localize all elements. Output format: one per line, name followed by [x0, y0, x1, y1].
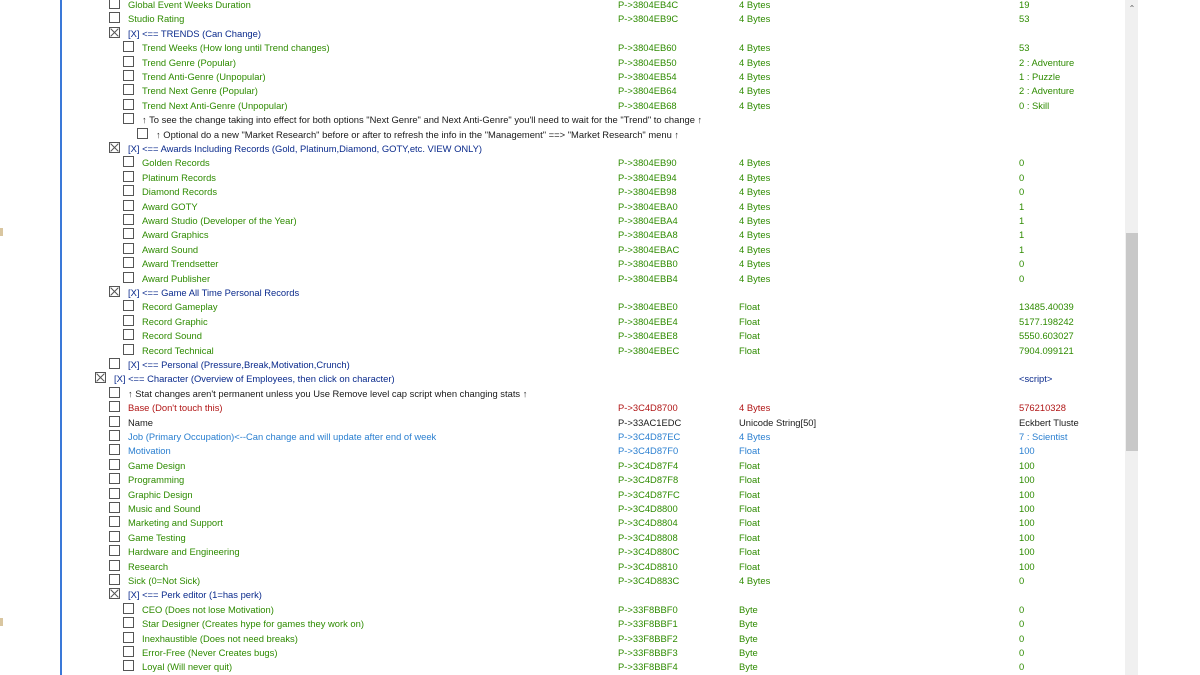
- row-address: P->3804EBE8: [618, 330, 678, 342]
- table-row[interactable]: [62, 632, 1124, 646]
- row-type: Byte: [739, 632, 758, 644]
- row-description: Trend Weeks (How long until Trend changes): [142, 42, 330, 54]
- row-type: 4 Bytes: [739, 71, 771, 82]
- row-address: P->3C4D8700: [618, 402, 678, 414]
- row-description: CEO (Does not lose Motivation): [142, 603, 274, 615]
- table-row[interactable]: [62, 344, 1124, 358]
- row-value[interactable]: 19: [1019, 0, 1030, 10]
- row-value[interactable]: 100: [1019, 474, 1035, 486]
- row-description: Game Design: [128, 459, 186, 471]
- row-type: Float: [739, 445, 760, 457]
- row-description: [X] <== Game All Time Personal Records: [128, 287, 300, 298]
- active-checkbox[interactable]: [109, 502, 120, 513]
- active-checkbox[interactable]: [123, 632, 134, 643]
- row-description: ↑ Stat changes aren't permanent unless you Use Remove level cap script when changing stats ↑: [128, 387, 528, 399]
- table-row[interactable]: [62, 516, 1124, 530]
- row-type: 4 Bytes: [739, 42, 771, 54]
- row-address: P->3804EBB0: [618, 258, 678, 270]
- row-type: Float: [739, 474, 760, 486]
- row-value[interactable]: 100: [1019, 546, 1035, 558]
- active-checkbox[interactable]: [123, 214, 134, 225]
- row-description: Motivation: [128, 445, 171, 457]
- active-checkbox[interactable]: [109, 286, 120, 297]
- table-row[interactable]: [62, 560, 1124, 574]
- row-description: Platinum Records: [142, 171, 216, 183]
- active-checkbox[interactable]: [123, 603, 134, 614]
- row-description: Record Sound: [142, 330, 202, 342]
- row-type: 4 Bytes: [739, 171, 771, 183]
- cheat-table: [62, 0, 1124, 675]
- row-value[interactable]: 7904.099121: [1019, 344, 1074, 356]
- row-address: P->3804EBA4: [618, 215, 678, 226]
- row-description: Marketing and Support: [128, 517, 223, 529]
- active-checkbox[interactable]: [123, 185, 134, 196]
- active-checkbox[interactable]: [109, 560, 120, 571]
- table-row[interactable]: [62, 588, 1124, 602]
- active-checkbox[interactable]: [109, 0, 120, 9]
- row-value[interactable]: 0: [1019, 575, 1025, 586]
- row-description: Award GOTY: [142, 200, 198, 212]
- active-checkbox[interactable]: [109, 12, 120, 23]
- row-address: P->33F8BBF0: [618, 603, 678, 615]
- row-address: P->3804EBE0: [618, 301, 678, 313]
- table-row[interactable]: [62, 574, 1124, 588]
- row-value[interactable]: <script>: [1019, 373, 1053, 385]
- row-description: Trend Anti-Genre (Unpopular): [142, 71, 266, 82]
- row-description: [X] <== Awards Including Records (Gold, Platinum,Diamond, GOTY,etc. VIEW ONLY): [128, 143, 483, 154]
- active-checkbox[interactable]: [109, 459, 120, 470]
- row-type: 4 Bytes: [739, 229, 771, 241]
- row-value[interactable]: 576210328: [1019, 402, 1066, 414]
- table-row[interactable]: [62, 617, 1124, 631]
- table-row[interactable]: [62, 459, 1124, 473]
- row-description: [X] <== Character (Overview of Employees, then click on character): [114, 373, 395, 385]
- row-address: P->33F8BBF1: [618, 618, 678, 630]
- row-type: 4 Bytes: [739, 575, 771, 586]
- table-row[interactable]: [62, 12, 1124, 26]
- table-row[interactable]: [62, 545, 1124, 559]
- row-value[interactable]: 100: [1019, 488, 1035, 500]
- row-address: P->3C4D883C: [618, 575, 680, 586]
- active-checkbox[interactable]: [123, 84, 134, 95]
- row-value[interactable]: 0: [1019, 603, 1025, 615]
- table-row[interactable]: [62, 603, 1124, 617]
- row-value[interactable]: 100: [1019, 531, 1035, 543]
- row-value[interactable]: 0: [1019, 647, 1025, 658]
- row-type: 4 Bytes: [739, 186, 771, 198]
- table-row[interactable]: [62, 372, 1124, 386]
- row-value[interactable]: 0: [1019, 272, 1025, 284]
- table-row[interactable]: [62, 243, 1124, 257]
- row-description: Research: [128, 560, 169, 572]
- row-address: P->33F8BBF4: [618, 661, 678, 673]
- row-description: Trend Next Genre (Popular): [142, 85, 258, 97]
- row-value[interactable]: 100: [1019, 560, 1035, 572]
- table-row[interactable]: [62, 0, 1124, 12]
- active-checkbox[interactable]: [109, 574, 120, 585]
- row-address: P->3804EBA0: [618, 200, 678, 212]
- row-value[interactable]: 13485.40039: [1019, 301, 1074, 313]
- row-type: 4 Bytes: [739, 402, 771, 414]
- row-value[interactable]: 1 : Puzzle: [1019, 71, 1061, 82]
- row-description: Loyal (Will never quit): [142, 661, 233, 673]
- row-type: 4 Bytes: [739, 243, 771, 255]
- active-checkbox[interactable]: [123, 300, 134, 311]
- row-value[interactable]: 5550.603027: [1019, 330, 1074, 342]
- table-row[interactable]: [62, 531, 1124, 545]
- row-address: P->3804EBE4: [618, 315, 678, 327]
- row-description: Award Publisher: [142, 272, 211, 284]
- active-checkbox[interactable]: [109, 588, 120, 599]
- row-value[interactable]: 0: [1019, 171, 1025, 183]
- row-type: 4 Bytes: [739, 200, 771, 212]
- active-checkbox[interactable]: [109, 516, 120, 527]
- table-row[interactable]: [62, 41, 1124, 55]
- row-type: Unicode String[50]: [739, 416, 817, 428]
- row-address: P->3804EB90: [618, 157, 677, 169]
- table-row[interactable]: [62, 113, 1124, 127]
- row-type: 4 Bytes: [739, 258, 771, 270]
- row-description: Programming: [128, 474, 185, 486]
- table-row[interactable]: [62, 444, 1124, 458]
- row-address: P->3C4D87EC: [618, 431, 681, 442]
- active-checkbox[interactable]: [123, 344, 134, 355]
- active-checkbox[interactable]: [123, 171, 134, 182]
- row-description: ↑ Optional do a new "Market Research" before or after to refresh the info in the "Management" ==> "Market Research" menu ↑: [156, 128, 680, 140]
- table-row[interactable]: [62, 257, 1124, 271]
- row-value[interactable]: 2 : Adventure: [1019, 85, 1075, 97]
- row-description: Game Testing: [128, 531, 186, 543]
- table-row[interactable]: [62, 300, 1124, 314]
- row-description: Error-Free (Never Creates bugs): [142, 647, 278, 658]
- row-description: Trend Next Anti-Genre (Unpopular): [142, 99, 288, 111]
- table-row[interactable]: [62, 27, 1124, 41]
- row-type: 4 Bytes: [739, 431, 771, 442]
- row-type: Float: [739, 459, 760, 471]
- table-row[interactable]: [62, 200, 1124, 214]
- table-row[interactable]: [62, 142, 1124, 156]
- edge-mark: [0, 228, 3, 236]
- active-checkbox[interactable]: [123, 646, 134, 657]
- row-value[interactable]: 100: [1019, 459, 1035, 471]
- active-checkbox[interactable]: [123, 99, 134, 110]
- row-address: P->3C4D87F0: [618, 445, 679, 457]
- row-description: Music and Sound: [128, 503, 201, 514]
- row-description: ↑ To see the change taking into effect for both options "Next Genre" and Next Anti-Genre" you'll need to wait for the "Trend" to change ↑: [142, 114, 703, 126]
- active-checkbox[interactable]: [123, 228, 134, 239]
- table-row[interactable]: [62, 329, 1124, 343]
- row-value[interactable]: 100: [1019, 503, 1035, 514]
- row-description: Graphic Design: [128, 488, 193, 500]
- row-type: Float: [739, 488, 760, 500]
- active-checkbox[interactable]: [123, 329, 134, 340]
- row-value[interactable]: 0: [1019, 632, 1025, 644]
- active-checkbox[interactable]: [109, 27, 120, 38]
- row-description: Award Trendsetter: [142, 258, 219, 270]
- row-address: P->3C4D87F8: [618, 474, 679, 486]
- row-description: Record Graphic: [142, 315, 208, 327]
- row-description: Record Technical: [142, 344, 214, 356]
- active-checkbox[interactable]: [123, 272, 134, 283]
- table-row[interactable]: [62, 228, 1124, 242]
- row-value[interactable]: 53: [1019, 42, 1030, 54]
- row-type: Float: [739, 503, 760, 514]
- row-value[interactable]: 1: [1019, 229, 1025, 241]
- row-address: P->33F8BBF3: [618, 647, 678, 658]
- row-address: P->3804EB64: [618, 85, 677, 97]
- row-type: Float: [739, 546, 760, 558]
- row-value[interactable]: 0: [1019, 661, 1025, 673]
- row-value[interactable]: 100: [1019, 445, 1035, 457]
- row-description: Sick (0=Not Sick): [128, 575, 201, 586]
- table-row[interactable]: [62, 84, 1124, 98]
- row-type: Float: [739, 560, 760, 572]
- row-value[interactable]: 1: [1019, 215, 1025, 226]
- row-address: P->3C4D87F4: [618, 459, 679, 471]
- table-row[interactable]: [62, 488, 1124, 502]
- row-address: P->3804EB94: [618, 171, 677, 183]
- active-checkbox[interactable]: [123, 70, 134, 81]
- row-value[interactable]: 2 : Adventure: [1019, 56, 1075, 68]
- row-address: P->3C4D880C: [618, 546, 680, 558]
- row-value[interactable]: 7 : Scientist: [1019, 431, 1068, 442]
- row-address: P->3804EB98: [618, 186, 677, 198]
- scrollbar-thumb[interactable]: [1126, 233, 1138, 451]
- active-checkbox[interactable]: [109, 444, 120, 455]
- row-value[interactable]: 0: [1019, 258, 1025, 270]
- active-checkbox[interactable]: [123, 660, 134, 671]
- row-address: P->33AC1EDC: [618, 416, 682, 428]
- table-row[interactable]: [62, 185, 1124, 199]
- row-type: Float: [739, 531, 760, 543]
- row-description: Diamond Records: [142, 186, 218, 198]
- row-address: P->3804EBAC: [618, 243, 680, 255]
- row-type: Float: [739, 315, 760, 327]
- active-checkbox[interactable]: [109, 430, 120, 441]
- table-row[interactable]: [62, 660, 1124, 674]
- row-type: 4 Bytes: [739, 272, 771, 284]
- row-description: Golden Records: [142, 157, 210, 169]
- row-address: P->3C4D8810: [618, 560, 678, 572]
- row-description: Inexhaustible (Does not need breaks): [142, 632, 298, 644]
- table-row[interactable]: [62, 430, 1124, 444]
- row-value[interactable]: 1: [1019, 243, 1025, 255]
- active-checkbox[interactable]: [109, 387, 120, 398]
- row-type: Float: [739, 344, 760, 356]
- table-row[interactable]: [62, 416, 1124, 430]
- table-row[interactable]: [62, 315, 1124, 329]
- active-checkbox[interactable]: [123, 243, 134, 254]
- table-row[interactable]: [62, 128, 1124, 142]
- row-value[interactable]: 5177.198242: [1019, 315, 1074, 327]
- active-checkbox[interactable]: [123, 315, 134, 326]
- row-value[interactable]: 0 : Skill: [1019, 99, 1050, 111]
- row-address: P->3C4D8804: [618, 517, 678, 529]
- row-description: Job (Primary Occupation)<--Can change and will update after end of week: [128, 431, 437, 442]
- active-checkbox[interactable]: [137, 128, 148, 139]
- active-checkbox[interactable]: [109, 142, 120, 153]
- table-row[interactable]: [62, 387, 1124, 401]
- row-value[interactable]: 100: [1019, 517, 1035, 529]
- active-checkbox[interactable]: [109, 531, 120, 542]
- row-description: Star Designer (Creates hype for games they work on): [142, 618, 364, 630]
- active-checkbox[interactable]: [109, 488, 120, 499]
- table-row[interactable]: [62, 171, 1124, 185]
- active-checkbox[interactable]: [123, 56, 134, 67]
- table-row[interactable]: [62, 214, 1124, 228]
- table-row[interactable]: [62, 99, 1124, 113]
- table-row[interactable]: [62, 286, 1124, 300]
- active-checkbox[interactable]: [123, 113, 134, 124]
- row-type: Byte: [739, 647, 758, 658]
- row-value[interactable]: 1: [1019, 200, 1025, 212]
- table-row[interactable]: [62, 401, 1124, 415]
- row-type: 4 Bytes: [739, 157, 771, 169]
- row-type: Byte: [739, 618, 758, 630]
- row-description: Award Studio (Developer of the Year): [142, 215, 297, 226]
- row-type: Float: [739, 517, 760, 529]
- row-description: Studio Rating: [128, 13, 185, 25]
- row-type: Float: [739, 330, 760, 342]
- active-checkbox[interactable]: [123, 156, 134, 167]
- active-checkbox[interactable]: [123, 617, 134, 628]
- row-description: Base (Don't touch this): [128, 402, 223, 414]
- active-checkbox[interactable]: [109, 545, 120, 556]
- row-type: Byte: [739, 603, 758, 615]
- row-address: P->3C4D8808: [618, 531, 678, 543]
- row-type: Float: [739, 301, 760, 313]
- row-address: P->3804EB54: [618, 71, 677, 82]
- table-row[interactable]: [62, 156, 1124, 170]
- row-description: Trend Genre (Popular): [142, 56, 236, 68]
- edge-mark: [0, 618, 3, 626]
- row-description: Award Graphics: [142, 229, 209, 241]
- row-value[interactable]: 53: [1019, 13, 1030, 25]
- row-type: 4 Bytes: [739, 0, 771, 10]
- chevron-up-icon[interactable]: ⌃: [1128, 4, 1136, 13]
- row-address: P->3804EBB4: [618, 272, 678, 284]
- active-checkbox[interactable]: [109, 416, 120, 427]
- row-type: 4 Bytes: [739, 56, 771, 68]
- row-address: P->3804EB9C: [618, 13, 679, 25]
- row-type: Byte: [739, 661, 758, 673]
- row-address: P->3C4D87FC: [618, 488, 680, 500]
- row-value[interactable]: 0: [1019, 618, 1025, 630]
- active-checkbox[interactable]: [123, 41, 134, 52]
- row-address: P->3804EBEC: [618, 344, 680, 356]
- row-value[interactable]: Eckbert Tluste: [1019, 416, 1079, 428]
- row-address: P->3804EBA8: [618, 229, 678, 241]
- row-address: P->3C4D8800: [618, 503, 678, 514]
- row-address: P->3804EB68: [618, 99, 677, 111]
- row-type: 4 Bytes: [739, 99, 771, 111]
- row-description: Award Sound: [142, 243, 199, 255]
- row-value[interactable]: 0: [1019, 186, 1025, 198]
- table-row[interactable]: [62, 56, 1124, 70]
- row-description: Hardware and Engineering: [128, 546, 240, 558]
- row-description: Global Event Weeks Duration: [128, 0, 251, 10]
- row-address: P->33F8BBF2: [618, 632, 678, 644]
- row-description: [X] <== TRENDS (Can Change): [128, 27, 261, 39]
- row-description: [X] <== Perk editor (1=has perk): [128, 589, 262, 601]
- table-row[interactable]: [62, 502, 1124, 516]
- active-checkbox[interactable]: [95, 372, 106, 383]
- active-checkbox[interactable]: [109, 473, 120, 484]
- table-row[interactable]: [62, 358, 1124, 372]
- row-address: P->3804EB50: [618, 56, 677, 68]
- row-value[interactable]: 0: [1019, 157, 1025, 169]
- row-address: P->3804EB4C: [618, 0, 679, 10]
- table-row[interactable]: [62, 473, 1124, 487]
- table-row[interactable]: [62, 646, 1124, 660]
- row-description: Name: [128, 416, 154, 428]
- row-type: 4 Bytes: [739, 85, 771, 97]
- row-address: P->3804EB60: [618, 42, 677, 54]
- row-description: Record Gameplay: [142, 301, 218, 313]
- row-type: 4 Bytes: [739, 13, 771, 25]
- active-checkbox[interactable]: [123, 200, 134, 211]
- row-type: 4 Bytes: [739, 215, 771, 226]
- active-checkbox[interactable]: [123, 257, 134, 268]
- active-checkbox[interactable]: [109, 401, 120, 412]
- table-row[interactable]: [62, 272, 1124, 286]
- row-description: [X] <== Personal (Pressure,Break,Motivation,Crunch): [128, 359, 350, 370]
- table-row[interactable]: [62, 70, 1124, 84]
- active-checkbox[interactable]: [109, 358, 120, 369]
